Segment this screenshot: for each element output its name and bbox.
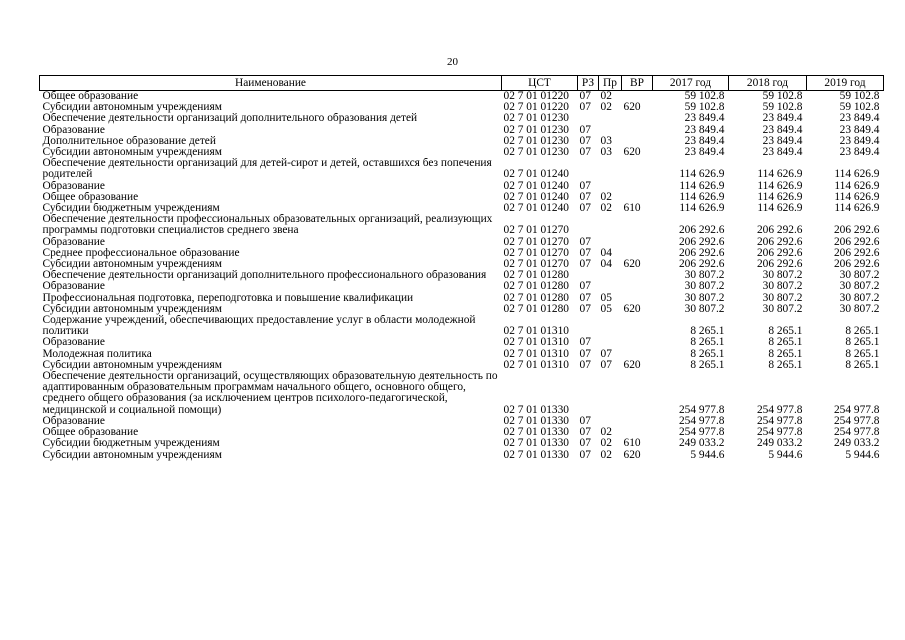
row-rz: 07: [579, 449, 591, 461]
row-vr: [622, 293, 653, 304]
row-value-2017: 30 807.2: [684, 303, 725, 315]
row-vr: [622, 315, 653, 337]
header-vr: ВР: [622, 76, 653, 91]
row-value-2017: 114 626.9: [679, 168, 725, 181]
table-row: [40, 102, 884, 113]
table-row: [40, 192, 884, 203]
row-value-2018: 23 849.4: [762, 147, 803, 159]
table-row: [40, 450, 884, 461]
table-row: [40, 203, 884, 214]
row-name: Образование: [42, 180, 105, 192]
row-pr: [599, 416, 622, 427]
row-name: Субсидии бюджетным учреждениям: [42, 438, 220, 450]
row-value-2017: 8 265.1: [690, 325, 725, 338]
table-row: [40, 315, 884, 337]
row-value-2017: 23 849.4: [684, 147, 725, 159]
page-number: 20: [447, 56, 458, 68]
row-value-2018: 206 292.6: [756, 259, 803, 271]
table-row: [40, 427, 884, 438]
row-cst: 02 7 01 01240: [503, 203, 569, 215]
row-value-2019: 30 807.2: [839, 292, 880, 304]
row-value-2019: 254 977.8: [833, 415, 880, 427]
row-value-2019: 30 807.2: [839, 303, 880, 315]
table-row: [40, 337, 884, 348]
row-value-2018: 206 292.6: [756, 247, 803, 259]
row-pr: [599, 237, 622, 248]
row-name: Молодежная политика: [42, 348, 152, 360]
row-pr: 02: [600, 191, 612, 203]
row-cst: 02 7 01 01230: [503, 147, 569, 159]
table-row: [40, 293, 884, 304]
row-pr: 04: [600, 247, 612, 259]
row-value-2019: 114 626.9: [834, 191, 880, 203]
row-value-2019: 114 626.9: [834, 203, 880, 215]
row-value-2017: 114 626.9: [679, 191, 725, 203]
row-name: Субсидии автономным учреждениям: [42, 303, 222, 315]
row-name: Образование: [42, 124, 105, 136]
row-value-2017: 59 102.8: [684, 90, 725, 102]
row-vr: [622, 192, 653, 203]
row-value-2018: 8 265.1: [768, 348, 803, 360]
row-vr: [622, 214, 653, 236]
row-pr: 02: [600, 102, 612, 114]
row-value-2018: 30 807.2: [762, 303, 803, 315]
row-cst: 02 7 01 01230: [503, 113, 569, 125]
row-rz: 07: [579, 303, 591, 315]
row-vr: 620: [623, 259, 641, 271]
row-value-2017: 206 292.6: [678, 236, 725, 248]
row-value-2017: 206 292.6: [678, 224, 725, 237]
row-value-2019: 8 265.1: [845, 348, 880, 360]
row-name: Образование: [42, 236, 105, 248]
row-name: Общее образование: [42, 427, 139, 439]
table-row: [40, 270, 884, 281]
header-cst: ЦСТ: [502, 76, 578, 91]
row-value-2017: 23 849.4: [684, 113, 725, 125]
row-pr: 05: [600, 292, 612, 304]
row-rz: 07: [579, 236, 591, 248]
row-vr: [622, 125, 653, 136]
table-row: [40, 416, 884, 427]
row-rz: 07: [579, 147, 591, 159]
row-cst: 02 7 01 01270: [503, 259, 569, 271]
row-vr: [622, 349, 653, 360]
row-rz: 07: [579, 247, 591, 259]
row-rz: [578, 315, 599, 337]
row-rz: [578, 113, 599, 124]
row-pr: 07: [600, 359, 612, 371]
row-vr: 610: [623, 203, 641, 215]
table-row: [40, 304, 884, 315]
row-value-2019: 8 265.1: [845, 359, 880, 371]
row-rz: 07: [579, 203, 591, 215]
row-rz: 07: [579, 427, 591, 439]
row-value-2018: 59 102.8: [762, 90, 803, 102]
row-name: Образование: [42, 337, 105, 349]
row-value-2018: 254 977.8: [756, 427, 803, 439]
row-vr: 620: [623, 147, 641, 159]
header-2018: 2018 год: [729, 76, 807, 91]
row-pr: [599, 371, 622, 416]
row-name: Субсидии автономным учреждениям: [42, 147, 222, 159]
row-cst: 02 7 01 01230: [503, 135, 569, 147]
row-vr: [622, 371, 653, 416]
row-value-2017: 5 944.6: [690, 449, 725, 461]
row-vr: 620: [623, 359, 641, 371]
row-value-2018: 206 292.6: [756, 224, 803, 237]
row-rz: 07: [579, 359, 591, 371]
row-value-2018: 23 849.4: [762, 113, 803, 125]
row-rz: 07: [579, 102, 591, 114]
row-pr: 05: [600, 303, 612, 315]
row-cst: 02 7 01 01330: [503, 449, 569, 461]
row-name: Субсидии автономным учреждениям: [42, 259, 222, 271]
row-cst: 02 7 01 01310: [503, 337, 569, 349]
row-value-2017: 23 849.4: [684, 135, 725, 147]
row-rz: 07: [579, 90, 591, 102]
row-name: Субсидии бюджетным учреждениям: [42, 203, 220, 215]
row-vr: 620: [623, 303, 641, 315]
row-pr: 02: [600, 203, 612, 215]
row-value-2019: 23 849.4: [839, 124, 880, 136]
row-value-2019: 206 292.6: [833, 259, 880, 271]
row-cst: 02 7 01 01280: [503, 281, 569, 293]
row-cst: 02 7 01 01330: [503, 438, 569, 450]
header-pr: Пр: [599, 76, 622, 91]
row-value-2018: 8 265.1: [768, 359, 803, 371]
row-pr: 07: [600, 348, 612, 360]
row-pr: 02: [600, 438, 612, 450]
row-rz: [578, 214, 599, 236]
row-pr: 03: [600, 147, 612, 159]
row-name: Обеспечение деятельности организаций дополнительного профессионального образования: [42, 270, 487, 282]
row-value-2019: 8 265.1: [845, 325, 880, 338]
table-row: [40, 181, 884, 192]
row-value-2018: 30 807.2: [762, 270, 803, 282]
row-cst: 02 7 01 01310: [503, 348, 569, 360]
row-value-2019: 23 849.4: [839, 113, 880, 125]
row-rz: 07: [579, 124, 591, 136]
table-row: [40, 113, 884, 124]
row-value-2017: 8 265.1: [690, 337, 725, 349]
row-rz: 07: [579, 135, 591, 147]
row-pr: [599, 125, 622, 136]
row-cst: 02 7 01 01330: [503, 403, 569, 416]
row-pr: 04: [600, 259, 612, 271]
row-value-2019: 114 626.9: [834, 168, 880, 181]
row-value-2017: 114 626.9: [679, 180, 725, 192]
row-rz: 07: [579, 180, 591, 192]
row-pr: 02: [600, 427, 612, 439]
row-value-2018: 114 626.9: [757, 191, 803, 203]
row-rz: 07: [579, 292, 591, 304]
row-value-2018: 114 626.9: [757, 180, 803, 192]
row-value-2019: 23 849.4: [839, 135, 880, 147]
table-row: [40, 214, 884, 236]
row-name: Профессиональная подготовка, переподготовка и повышение квалификации: [42, 292, 414, 304]
row-vr: [622, 270, 653, 281]
row-value-2017: 30 807.2: [684, 281, 725, 293]
row-pr: [599, 270, 622, 281]
table-row: [40, 360, 884, 371]
table-row: [40, 237, 884, 248]
row-cst: 02 7 01 01240: [503, 180, 569, 192]
row-value-2018: 59 102.8: [762, 102, 803, 114]
row-value-2018: 249 033.2: [756, 438, 803, 450]
row-value-2017: 206 292.6: [678, 259, 725, 271]
row-value-2017: 206 292.6: [678, 247, 725, 259]
table-body: [40, 91, 884, 461]
row-value-2017: 254 977.8: [678, 415, 725, 427]
row-cst: 02 7 01 01220: [503, 102, 569, 114]
row-pr: [599, 158, 622, 180]
row-name: Содержание учреждений, обеспечивающих предоставление услуг в области молодежной политики: [42, 315, 476, 338]
header-name: Наименование: [40, 76, 502, 91]
row-cst: 02 7 01 01310: [503, 359, 569, 371]
row-value-2018: 30 807.2: [762, 281, 803, 293]
row-rz: 07: [579, 259, 591, 271]
row-cst: 02 7 01 01240: [503, 168, 569, 181]
table-row: [40, 91, 884, 103]
row-value-2018: 23 849.4: [762, 124, 803, 136]
row-pr: [599, 281, 622, 292]
row-pr: 03: [600, 135, 612, 147]
row-cst: 02 7 01 01220: [503, 90, 569, 102]
row-rz: 07: [579, 281, 591, 293]
row-vr: [622, 91, 653, 103]
row-cst: 02 7 01 01310: [503, 325, 569, 338]
row-rz: 07: [579, 337, 591, 349]
row-value-2017: 254 977.8: [678, 403, 725, 416]
table-row: [40, 281, 884, 292]
row-value-2018: 254 977.8: [756, 415, 803, 427]
row-name: Субсидии автономным учреждениям: [42, 359, 222, 371]
row-value-2019: 8 265.1: [845, 337, 880, 349]
row-value-2018: 8 265.1: [768, 337, 803, 349]
row-value-2019: 30 807.2: [839, 281, 880, 293]
row-name: Обеспечение деятельности организаций дополнительного образования детей: [42, 113, 418, 125]
row-rz: 07: [579, 191, 591, 203]
row-name: Обеспечение деятельности профессиональных образовательных организаций, реализующих программы подготовки специалистов среднего звена: [42, 214, 493, 237]
row-value-2017: 59 102.8: [684, 102, 725, 114]
row-cst: 02 7 01 01270: [503, 247, 569, 259]
budget-table: [39, 75, 884, 461]
row-rz: 07: [579, 415, 591, 427]
row-cst: 02 7 01 01280: [503, 292, 569, 304]
row-value-2019: 114 626.9: [834, 180, 880, 192]
row-pr: [599, 113, 622, 124]
row-rz: [578, 158, 599, 180]
row-name: Образование: [42, 415, 105, 427]
table-row: [40, 125, 884, 136]
row-cst: 02 7 01 01270: [503, 224, 569, 237]
row-vr: 620: [623, 449, 641, 461]
row-name: Общее образование: [42, 90, 139, 102]
row-cst: 02 7 01 01270: [503, 236, 569, 248]
row-cst: 02 7 01 01330: [503, 415, 569, 427]
row-value-2019: 249 033.2: [833, 438, 880, 450]
row-cst: 02 7 01 01240: [503, 191, 569, 203]
table-header-row: [40, 76, 884, 91]
row-vr: [622, 181, 653, 192]
row-pr: 02: [600, 90, 612, 102]
row-vr: [622, 237, 653, 248]
row-value-2018: 254 977.8: [756, 403, 803, 416]
row-name: Обеспечение деятельности организаций для детей-сирот и детей, оставшихся без попечения родителей: [42, 158, 492, 181]
row-value-2019: 254 977.8: [833, 403, 880, 416]
row-value-2019: 30 807.2: [839, 270, 880, 282]
row-pr: [599, 315, 622, 337]
row-name: Субсидии автономным учреждениям: [42, 102, 222, 114]
row-vr: [622, 248, 653, 259]
row-vr: 610: [623, 438, 641, 450]
row-cst: 02 7 01 01330: [503, 427, 569, 439]
row-value-2019: 59 102.8: [839, 102, 880, 114]
row-value-2017: 23 849.4: [684, 124, 725, 136]
row-vr: [622, 281, 653, 292]
row-pr: [599, 181, 622, 192]
row-value-2019: 254 977.8: [833, 427, 880, 439]
table-row: [40, 158, 884, 180]
table-row: [40, 371, 884, 416]
row-name: Обеспечение деятельности организаций, осуществляющих образовательную деятельность по адаптированным образовательным программам начального общего, основного общего, среднего общего образования (за исключением центров психолого-педагогической, медицинской и социальной помощи): [42, 371, 498, 416]
row-vr: [622, 136, 653, 147]
header-rz: РЗ: [578, 76, 599, 91]
row-value-2017: 8 265.1: [690, 359, 725, 371]
row-vr: [622, 416, 653, 427]
table-row: [40, 259, 884, 270]
row-vr: [622, 158, 653, 180]
row-cst: 02 7 01 01280: [503, 270, 569, 282]
table-row: [40, 136, 884, 147]
row-value-2018: 30 807.2: [762, 292, 803, 304]
row-rz: 07: [579, 348, 591, 360]
row-cst: 02 7 01 01230: [503, 124, 569, 136]
row-value-2018: 8 265.1: [768, 325, 803, 338]
row-name: Образование: [42, 281, 105, 293]
row-name: Дополнительное образование детей: [42, 135, 216, 147]
row-pr: [599, 214, 622, 236]
table-row: [40, 349, 884, 360]
row-value-2019: 23 849.4: [839, 147, 880, 159]
row-value-2018: 5 944.6: [768, 449, 803, 461]
table-row: [40, 248, 884, 259]
row-value-2017: 114 626.9: [679, 203, 725, 215]
header-2019: 2019 год: [807, 76, 884, 91]
row-name: Среднее профессиональное образование: [42, 247, 240, 259]
row-value-2019: 206 292.6: [833, 236, 880, 248]
row-value-2017: 254 977.8: [678, 427, 725, 439]
row-value-2018: 23 849.4: [762, 135, 803, 147]
row-value-2019: 59 102.8: [839, 90, 880, 102]
table-row: [40, 147, 884, 158]
row-value-2017: 8 265.1: [690, 348, 725, 360]
row-name: Субсидии автономным учреждениям: [42, 449, 222, 461]
row-value-2019: 206 292.6: [833, 247, 880, 259]
row-value-2017: 30 807.2: [684, 270, 725, 282]
row-cst: 02 7 01 01280: [503, 303, 569, 315]
row-value-2019: 206 292.6: [833, 224, 880, 237]
row-vr: 620: [623, 102, 641, 114]
row-rz: [578, 371, 599, 416]
row-value-2017: 249 033.2: [678, 438, 725, 450]
row-pr: [599, 337, 622, 348]
row-value-2019: 5 944.6: [845, 449, 880, 461]
row-value-2018: 206 292.6: [756, 236, 803, 248]
row-name: Общее образование: [42, 191, 139, 203]
header-2017: 2017 год: [653, 76, 729, 91]
row-value-2018: 114 626.9: [757, 168, 803, 181]
row-rz: [578, 270, 599, 281]
table-row: [40, 438, 884, 449]
row-vr: [622, 113, 653, 124]
row-pr: 02: [600, 449, 612, 461]
row-vr: [622, 337, 653, 348]
row-value-2018: 114 626.9: [757, 203, 803, 215]
row-vr: [622, 427, 653, 438]
row-rz: 07: [579, 438, 591, 450]
row-value-2017: 30 807.2: [684, 292, 725, 304]
